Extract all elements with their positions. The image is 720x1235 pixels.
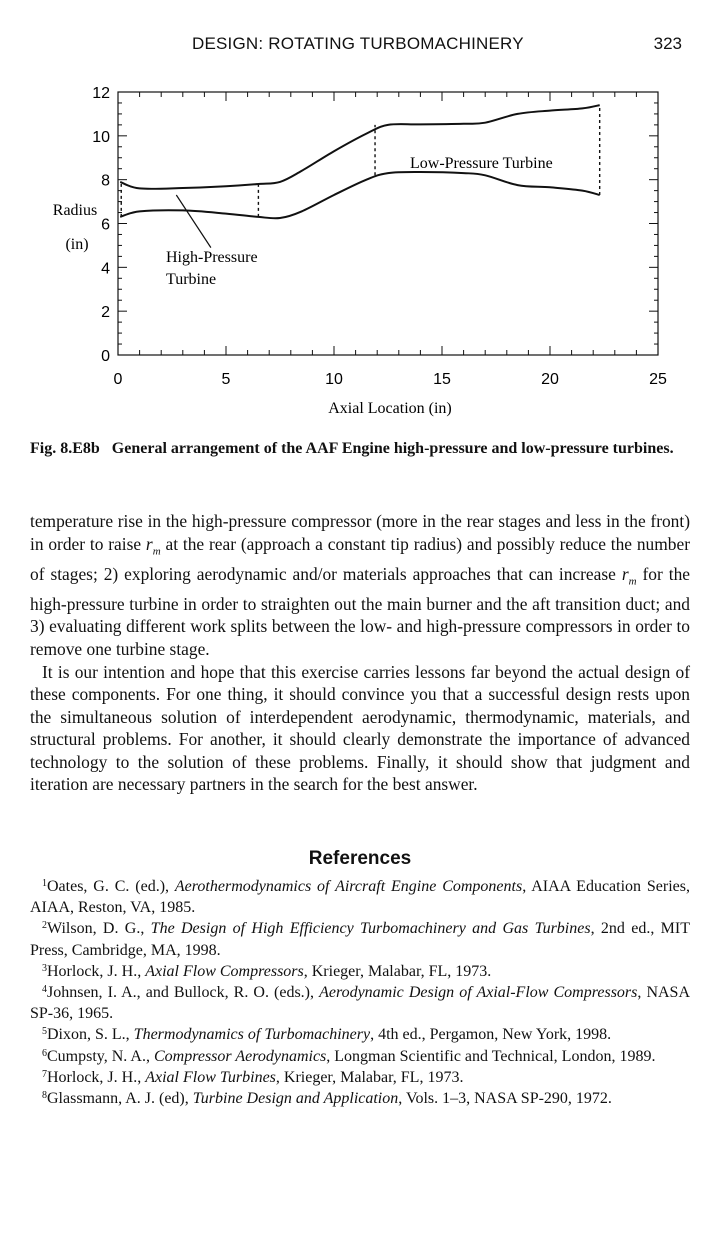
reference-title: Compressor Aerodynamics — [153, 1047, 327, 1065]
y-tick-label: 10 — [92, 128, 110, 146]
reference-author: Horlock, J. H., — [47, 1068, 146, 1086]
reference-title: Aerothermodynamics of Aircraft Engine Components — [174, 878, 523, 895]
reference-number: 4 — [42, 984, 47, 996]
reference-item — [30, 982, 690, 1024]
chart-tick-labels — [92, 85, 667, 388]
body-text — [30, 510, 690, 796]
annotation-low-pressure-turbine: Low-Pressure Turbine — [410, 155, 553, 172]
reference-title: Thermodynamics of Turbomachinery — [133, 1026, 371, 1044]
subscript-m: m — [152, 545, 161, 558]
reference-item — [30, 876, 690, 918]
chart-stage-marks — [121, 105, 599, 247]
reference-publisher: , Longman Scientific and Technical, London, 1989. — [326, 1047, 656, 1065]
symbol-r: r — [145, 533, 153, 554]
x-tick-label: 10 — [325, 371, 343, 388]
references-heading: References — [308, 848, 412, 869]
reference-publisher: , Vols. 1–3, NASA SP-290, 1972. — [398, 1090, 612, 1108]
y-axis-label-unit: (in) — [65, 236, 89, 253]
reference-number: 8 — [42, 1090, 47, 1102]
reference-item — [30, 1046, 690, 1067]
x-tick-label: 0 — [113, 371, 123, 388]
reference-item — [30, 1088, 690, 1109]
y-tick-label: 12 — [92, 85, 110, 102]
reference-number: 2 — [42, 920, 47, 932]
x-tick-label: 20 — [541, 371, 559, 388]
symbol-r: r — [621, 563, 629, 584]
reference-publisher: , 4th ed., Pergamon, New York, 1998. — [370, 1026, 612, 1044]
turbine-radius-chart — [0, 60, 720, 420]
running-header-title: DESIGN: ROTATING TURBOMACHINERY — [192, 34, 524, 53]
reference-publisher: , Krieger, Malabar, FL, 1973. — [275, 1068, 464, 1086]
reference-item — [30, 961, 690, 982]
y-axis-label-radius: Radius — [52, 202, 98, 219]
reference-author: Dixon, S. L., — [47, 1026, 134, 1044]
reference-number: 3 — [42, 962, 47, 974]
text-run: at the rear (approach a constant tip radius) and possibly reduce the number of stages; 2) exploring aerodynamic and/or materials approaches that can increase — [30, 533, 690, 584]
figure-caption-text: General arrangement of the AAF Engine high-pressure and low-pressure turbines. — [111, 440, 674, 457]
x-tick-label: 15 — [433, 371, 451, 388]
reference-number: 6 — [42, 1047, 47, 1059]
reference-item — [30, 1024, 690, 1045]
reference-publisher: , Krieger, Malabar, FL, 1973. — [303, 962, 492, 980]
reference-item — [30, 1067, 690, 1088]
annotation-high-pressure-line1: High-Pressure — [166, 249, 258, 266]
reference-number: 1 — [42, 878, 47, 889]
reference-item — [30, 918, 690, 960]
reference-author: Oates, G. C. (ed.), — [47, 878, 175, 895]
x-axis-label: Axial Location (in) — [328, 400, 452, 417]
hpt-leader-line — [176, 195, 211, 248]
y-tick-label: 8 — [101, 172, 110, 190]
reference-number: 7 — [42, 1068, 47, 1080]
x-tick-label: 5 — [221, 371, 231, 388]
reference-publisher: , NASA SP-36, 1965. — [30, 984, 691, 1023]
reference-publisher: , 2nd ed., MIT Press, Cambridge, MA, 1998. — [30, 920, 691, 959]
reference-title: Axial Flow Turbines — [145, 1068, 276, 1086]
reference-title: Axial Flow Compressors — [145, 962, 304, 980]
chart-axes — [118, 92, 658, 355]
annotation-high-pressure-line2: Turbine — [166, 271, 217, 288]
x-tick-label: 25 — [649, 371, 667, 388]
reference-number: 5 — [42, 1026, 47, 1038]
chart-ticks — [118, 92, 658, 355]
inner-radius-line — [120, 172, 600, 218]
reference-title: The Design of High Efficiency Turbomachinery and Gas Turbines — [150, 920, 591, 938]
figure-caption — [30, 438, 690, 459]
reference-author: Cumpsty, N. A., — [47, 1047, 154, 1065]
y-tick-label: 6 — [101, 216, 110, 234]
text-run: for the high-pressure turbine in order to straighten out the main burner and the aft transition duct; and 3) evaluating different work splits between the low- and high-pressure compressors in order to remove one turbine stage. — [30, 563, 690, 659]
reference-publisher: , AIAA Education Series, AIAA, Reston, VA, 1985. — [30, 878, 691, 917]
reference-title: Turbine Design and Application — [192, 1090, 399, 1108]
reference-author: Glassmann, A. J. (ed), — [47, 1090, 193, 1108]
y-tick-label: 2 — [101, 304, 110, 322]
references-list — [30, 876, 690, 1109]
paragraph-1 — [30, 510, 690, 661]
page-number: 323 — [653, 34, 682, 53]
figure-label: Fig. 8.E8b — [30, 440, 100, 457]
plot-frame — [118, 92, 658, 355]
reference-author: Johnsen, I. A., and Bullock, R. O. (eds.), — [47, 984, 320, 1002]
reference-author: Wilson, D. G., — [47, 920, 151, 938]
paragraph-2: It is our intention and hope that this exercise carries lessons far beyond the actual design of these components. For one thing, it should convince you that a successful design rests upon the simultaneous solution of interdependent aerodynamic, thermodynamic, materials, and structural problems. For another, it should clearly demonstrate the importance of advanced technology to the solution of these problems. Finally, it should show that judgment and iteration are necessary partners in the search for the best answer. — [30, 661, 690, 795]
outer-radius-line — [120, 105, 600, 189]
reference-title: Aerodynamic Design of Axial-Flow Compressors — [319, 984, 638, 1002]
y-tick-label: 0 — [101, 348, 110, 365]
y-tick-label: 4 — [101, 260, 110, 278]
text-run: temperature rise in the high-pressure compressor (more in the rear stages and less in the front) in order to raise — [30, 511, 690, 554]
running-header — [0, 34, 720, 58]
subscript-m: m — [628, 575, 637, 588]
reference-author: Horlock, J. H., — [47, 962, 146, 980]
